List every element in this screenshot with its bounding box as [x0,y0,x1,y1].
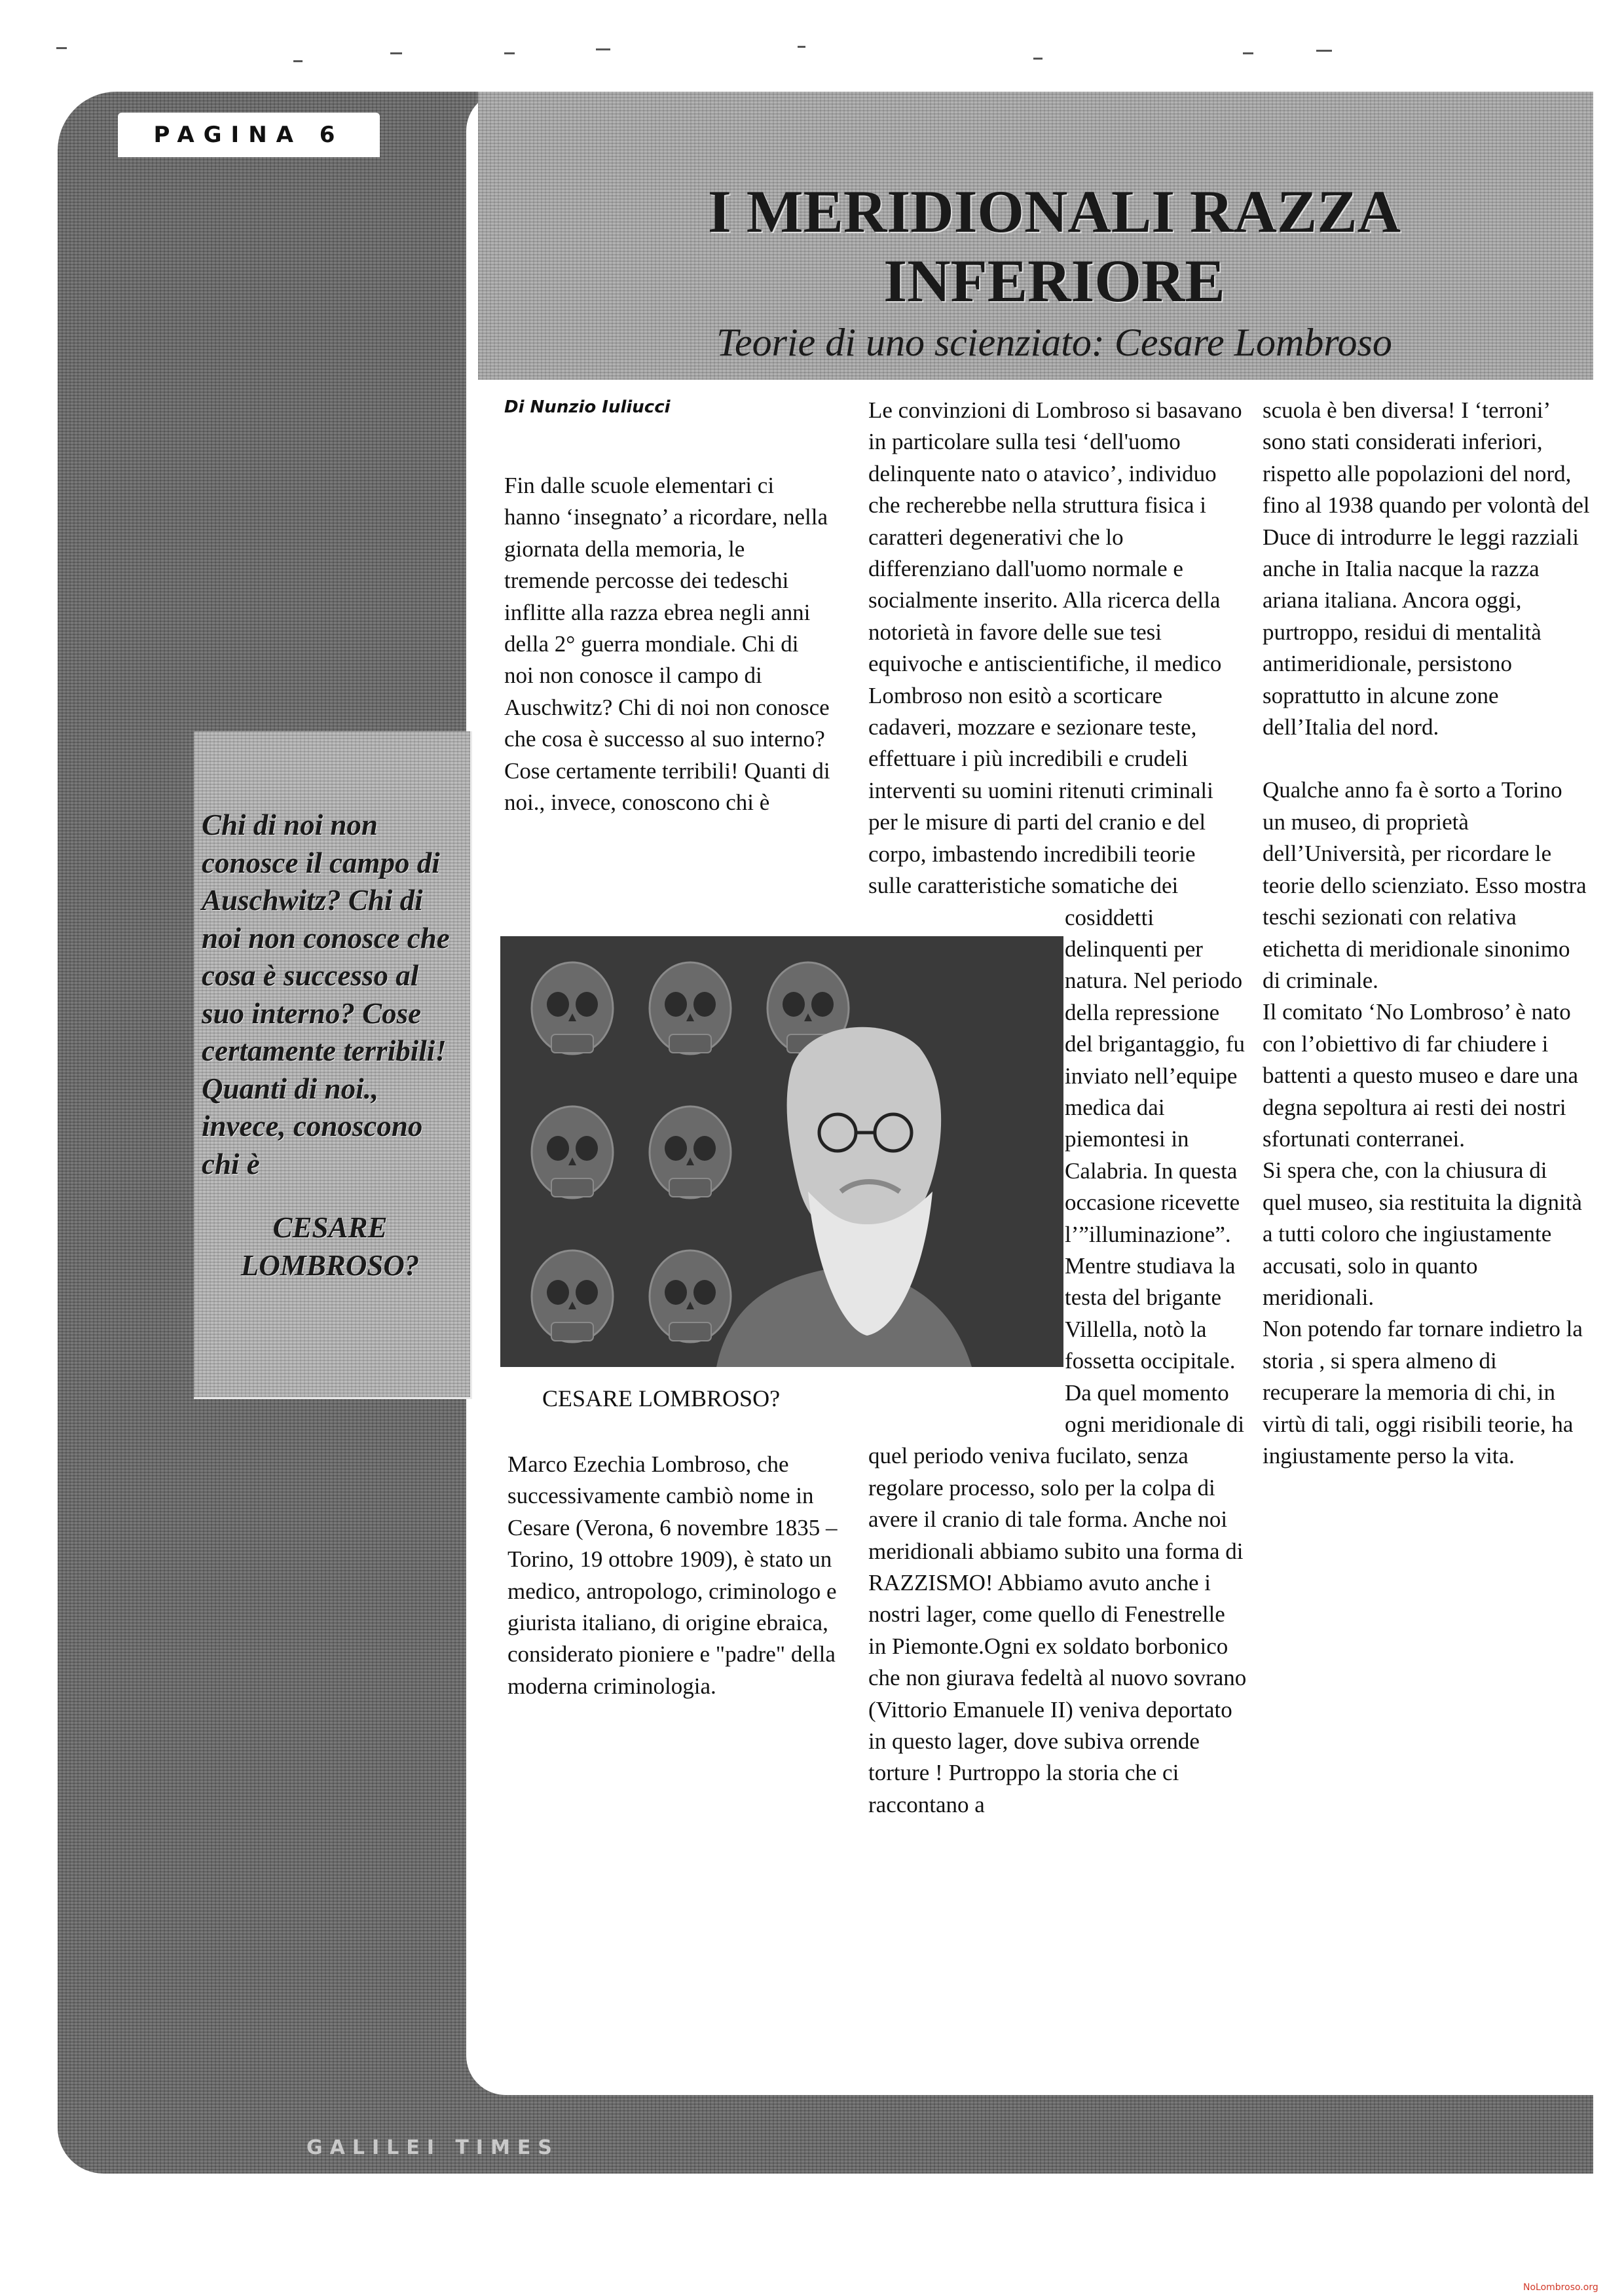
scan-mark [798,46,805,48]
column-1-bio [507,1449,855,1702]
scan-mark [56,47,67,49]
subheadline: Teorie di uno scienziato: Cesare Lombroso [716,321,1392,364]
pull-quote-box [194,731,472,1399]
image-caption: CESARE LOMBROSO? [542,1385,781,1412]
byline: Di Nunzio Iuliucci [504,397,671,417]
pull-quote-name: CESARE LOMBROSO? [240,1211,420,1282]
column-3-paragraph-1: scuola è ben diversa! I ‘terroni’ sono stati considerati inferiori, rispetto alle popolazioni del nord, fino al 1938 quando per volontà del Duce di introdurre le leggi razziali anche in Italia nacque la razza ariana italiana. Ancora oggi, purtroppo, residui di mentalità antimeridionale, persistono soprattutto in alcune zone dell’Italia del nord. [1263,397,1590,740]
column-2 [868,395,1248,1821]
column-3-paragraph-5: Non potendo far tornare indietro la storia , si spera almeno di recuperare la memoria di chi, in virtù di tali, oggi risibili teorie, ha ingiustamente perso la vita. [1263,1316,1583,1468]
scan-mark [390,52,402,54]
scan-mark [293,60,303,62]
bio-paragraph: Marco Ezechia Lombroso, che successivamente cambiò nome in Cesare (Verona, 6 novembre 1835 – Torino, 19 ottobre 1909), è stato un medico, antropologo, criminologo e giurista italiano, di origine ebraica, considerato pioniere e "padre" della moderna criminologia. [507,1451,838,1699]
page-label: PAGINA 6 [153,122,344,148]
headline-line-2: INFERIORE [883,247,1225,314]
image-wrap-area [868,932,1065,1426]
column-3-paragraph-4: Si spera che, con la chiusura di quel museo, sia restituita la dignità a tutti coloro che ingiustamente accusati, solo in quanto meridionali. [1263,1157,1582,1310]
column-3-paragraph-2: Qualche anno fa è sorto a Torino un museo, di proprietà dell’Università, per ricordare le teorie dello scienziato. Esso mostra teschi sezionati con relativa etichetta di meridionale sinonimo di criminale. [1263,777,1587,993]
intro-paragraph: Fin dalle scuole elementari ci hanno ‘insegnato’ a ricordare, nella giornata della memoria, le tremende percosse dei tedeschi inflitte alla razza ebrea negli anni della 2° guerra mondiale. Chi di noi non conosce il campo di Auschwitz? Chi di noi non conosce che cosa è successo al suo interno? Cose certamente terribili! Quanti di noi., invece, conoscono chi è [504,473,830,816]
column-1-intro [504,470,832,818]
pull-quote-text: Chi di noi non conosce il campo di Auschwitz? Chi di noi non conosce che cosa è successo al suo interno? Cose certamente terribili! Quanti di noi., invece, conoscono chi è [202,809,450,1180]
publication-footer: GALILEI TIMES [306,2136,559,2159]
page-number-tab [118,113,380,157]
scan-mark [1033,58,1043,60]
scan-mark [596,48,610,50]
scan-mark [504,52,515,54]
column-3 [1263,395,1590,1472]
column-2-body: Le convinzioni di Lombroso si basavano in particolare sulla tesi ‘dell'uomo delinquente nato o atavico’, individuo che recherebbe nella struttura fisica i caratteri degenerativi che lo differenziano dall'uomo normale e socialmente inserito. Alla ricerca della notorietà in favore delle sue tesi equivoche e antiscientifiche, il medico Lombroso non esitò a scorticare cadaveri, mozzare e sezionare teste, effettuare i più incredibili e crudeli interventi su uomini ritenuti criminali per le misure di parti del cranio e del corpo, imbastendo incredibili teorie sulle caratteristiche somatiche dei cosiddetti delinquenti per natura. Nel periodo della repressione del brigantaggio, fu inviato nell’equipe medica dai piemontesi in Calabria. In questa occasione ricevette l’”illuminazione”. Mentre studiava la testa del brigante Villella, notò la fossetta occipitale. Da quel momento ogni meridionale di quel periodo veniva fucilato, senza regolare processo, solo per la colpa di avere il cranio di tale forma. Anche noi meridionali abbiamo subito una forma di RAZZISMO! Abbiamo avuto anche i nostri lager, come quello di Fenestrelle in Piemonte.Ogni ex soldato borbonico che non giurava fedeltà al nuovo sovrano (Vittorio Emanuele II) veniva deportato in questo lager, dove subiva orrende torture ! Purtroppo la storia che ci raccontano a [868,397,1247,1817]
headline [478,177,1624,316]
watermark: NoLombroso.org [1523,2282,1598,2293]
headline-line-1: I MERIDIONALI RAZZA [707,178,1401,245]
column-2-text [868,395,1248,1821]
scan-mark [1243,52,1253,54]
scan-mark [1316,50,1332,52]
column-3-paragraph-3: Il comitato ‘No Lombroso’ è nato con l’obiettivo di far chiudere i battenti a questo museo e dare una degna sepoltura ai resti dei nostri sfortunati conterranei. [1263,999,1579,1152]
